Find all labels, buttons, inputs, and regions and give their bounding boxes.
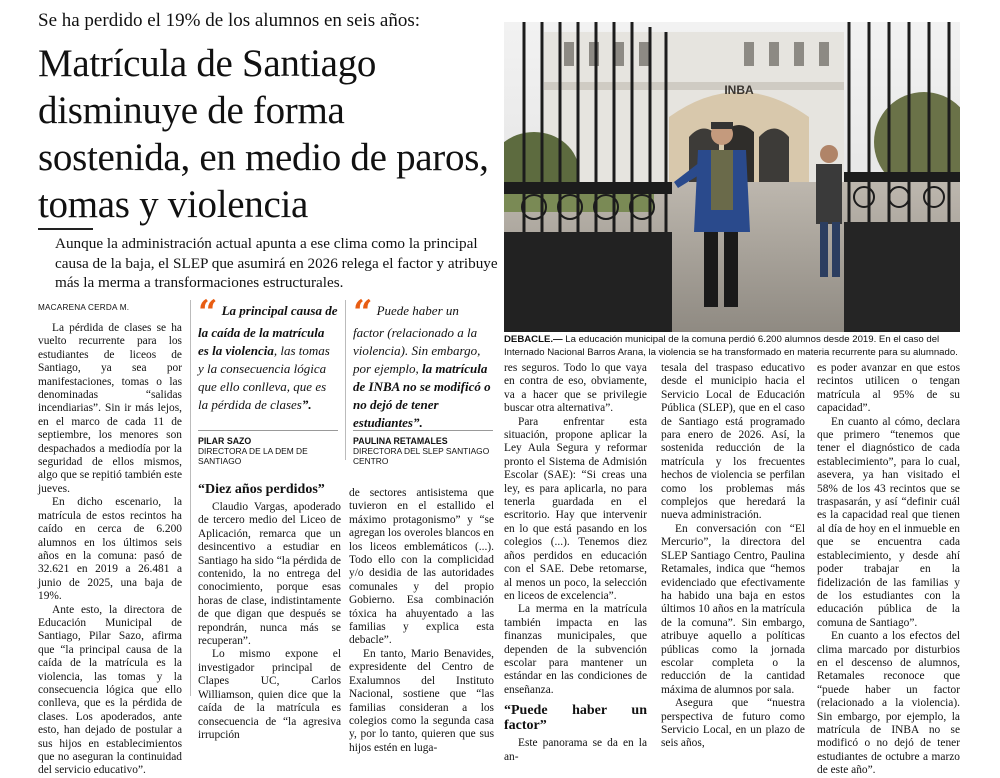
quote-source-role: DIRECTORA DE LA DEM DE SANTIAGO xyxy=(198,446,308,466)
photo-caption xyxy=(504,333,960,359)
paragraph: En cuanto a los efectos del clima marcado por disturbios en el descenso de alumnos, Retamales reconoce que “puede haber un factor (relacionado a la violencia). Sin embargo, por ejemplo, la matrícula de INBA no se modificó o no dejó de tener estudiantes de octubre a marzo de este año”. xyxy=(817,630,960,777)
paragraph: Claudio Vargas, apoderado de tercero medio del Liceo de Aplicación, remarca que un desincentivo a estudiar en Santiago ha sido “la pérdida de contenido, la no entrega del conocimiento, porque esas horas de clase, indistintamente de que digan que después se repondrán, nunca más se recuperan”. xyxy=(198,501,341,648)
column-divider xyxy=(345,300,346,460)
quote-mark-icon: “ xyxy=(198,293,218,333)
paragraph: En dicho escenario, la matrícula de estos recintos ha caído en cerca de 6.200 alumnos en los últimos seis años en la comuna: pasó de 32.621 en 2019 a 26.481 a junio de 2025, una baja de 19%. xyxy=(38,496,182,603)
column-6 xyxy=(817,362,960,778)
headline-divider xyxy=(38,228,93,230)
paragraph: res seguros. Todo lo que vaya en contra de eso, obviamente, va a hacer que se privilegie buscar otra alternativa”. xyxy=(504,362,647,415)
subhead-puede-haber: “Puede haber un factor” xyxy=(504,703,647,734)
article-photo xyxy=(504,22,960,332)
paragraph: de sectores antisistema que tuvieron en el estallido el máximo protagonismo” y “se agregan los overoles blancos en los liceos emblemáticos (...). Todo ello con la complicidad y/o desidia de las autoridades comunales y del propio Gobierno. Esa combinación tóxica ha ahuyentado a las familias y explica esta debacle”. xyxy=(349,487,494,647)
paragraph: Asegura que “nuestra perspectiva de futuro como Servicio Local, en un plazo de seis años, xyxy=(661,697,805,750)
column-1 xyxy=(38,322,182,778)
column-divider xyxy=(190,300,191,696)
pull-quote-retamales: “ Puede haber un factor (relacionado a la violencia). Sin embargo, por ejemplo, la matrícula de INBA no se modificó o no dejó de tener estudiantes”. xyxy=(353,293,491,430)
column-5 xyxy=(661,362,805,751)
paragraph: La pérdida de clases se ha vuelto recurrente para los estudiantes de liceos de Santiago, ya sea por manifestaciones, tomas o las denominadas “salidas incendiarias”. Sin ir más lejos, en el marco de cada 11 de septiembre, los menores son despachados a mediodía por la seguridad de ellos mismos, algo que se repitió también este jueves. xyxy=(38,322,182,495)
caption-text: La educación municipal de la comuna perdió 6.200 alumnos desde 2019. En el caso del Internado Nacional Barros Arana, la violencia se ha transformado en materia recurrente para su alumnado. xyxy=(504,334,958,358)
paragraph: Este panorama se da en la an- xyxy=(504,737,647,763)
quote-source-role: DIRECTORA DEL SLEP SANTIAGO CENTRO xyxy=(353,446,490,466)
paragraph: En cuanto al cómo, declara que primero “tenemos que tener el diagnóstico de cada establecimiento”, para lo cual, asevera, ya han visitado el 58% de los 43 recintos que se traspasarán, y así “definir cuál es la capacidad real que tienen al día de hoy en el inmueble en que se encuentra cada establecimiento, y desde ahí poder trabajar en la fidelización de las familias y de los estudiantes con la educación pública de la comuna de Santiago”. xyxy=(817,415,960,629)
subhead-diez-anos: “Diez años perdidos” xyxy=(198,482,325,497)
quote-rule xyxy=(198,430,338,431)
lead-paragraph: Aunque la administración actual apunta a ese clima como la principal causa de la baja, el SLEP que asumirá en 2026 relega el factor y atribuye más la merma a transformaciones estructurales. xyxy=(55,235,498,291)
caption-label: DEBACLE.— xyxy=(504,334,563,345)
paragraph: Ante esto, la directora de Educación Municipal de Santiago, Pilar Sazo, afirma que “la principal causa de la caída de la matrícula es la violencia, las tomas y la consecuencia lógica que ello conlleva, que es la pérdida de clases. Los apoderados, ante esto, han dejado de postular a sus hijos en establecimientos que no aseguran la continuidad del servicio educativo”. xyxy=(38,603,182,777)
paragraph: En tanto, Mario Benavides, expresidente del Centro de Exalumnos del Instituto Nacional, sostiene que “las familias consideran a los colegios como la segunda casa y, por lo tanto, quieren que sus hijos estén en luga- xyxy=(349,647,494,754)
paragraph: es poder avanzar en que estos recintos utilicen o tengan matrícula al 95% de su capacidad”. xyxy=(817,362,960,415)
paragraph: Para enfrentar esta situación, propone aplicar la Ley Aula Segura y reformar pronto el Sistema de Admisión Escolar (SAE): “Si creas una ley, es para aplicarla, no para tenerla guardada en el escritorio. Hay que intervenir en lo que está pasando en los colegios (...). Tenemos diez años perdidos en educación con el SAE. Debe retomarse, al menos un poco, la selección en liceos de excelencia”. xyxy=(504,415,647,602)
paragraph: Lo mismo expone el investigador principal de Clapes UC, Carlos Williamson, quien dice que la caída de la matrícula es consecuencia de “la agresiva irrupción xyxy=(198,648,341,741)
column-4 xyxy=(504,362,647,764)
building-sign: INBA xyxy=(724,83,754,97)
kicker: Se ha perdido el 19% de los alumnos en seis años: xyxy=(38,10,421,31)
headline: Matrícula de Santiago disminuye de forma sostenida, en medio de paros, tomas y violencia xyxy=(38,42,489,226)
quote-source-name: PILAR SAZO xyxy=(198,436,252,446)
paragraph: En conversación con “El Mercurio”, la directora del SLEP Santiago Centro, Paulina Retamales, indica que “hemos evidenciado que efectivamente ha habido una baja en estos últimos 10 años en la matrícula de la comuna”. Sin embargo, atribuye aquello a políticas públicas como la jornada escolar completa o la reducción de la cantidad máxima de alumnos por sala. xyxy=(661,522,805,696)
quote-rule xyxy=(353,430,493,431)
quote-source-sazo xyxy=(198,436,348,466)
paragraph: La merma en la matrícula también impacta en las finanzas municipales, que dependen de la subvención escolar para mantener un estándar en las condiciones de enseñanza. xyxy=(504,603,647,696)
byline: MACARENA CERDA M. xyxy=(38,303,130,312)
quote-source-name: PAULINA RETAMALES xyxy=(353,436,448,446)
pull-quote-sazo: “ La principal causa de la caída de la matrícula es la violencia, las tomas y la consecuencia lógica que ello conlleva, que es la pérdida de clases”. xyxy=(198,293,338,412)
quote-source-retamales xyxy=(353,436,503,466)
quote-mark-icon: “ xyxy=(353,293,373,333)
column-3 xyxy=(349,487,494,755)
column-2 xyxy=(198,476,341,742)
paragraph: tesala del traspaso educativo desde el municipio hacia el Servicio Local de Educación Pública (SLEP), que en el caso de Santiago está programado para enero de 2026. Así, la sostenida reducción de la matrícula y los frecuentes hechos de violencia se perfilan como los problemas más complejos que heredará la nueva administración. xyxy=(661,362,805,522)
